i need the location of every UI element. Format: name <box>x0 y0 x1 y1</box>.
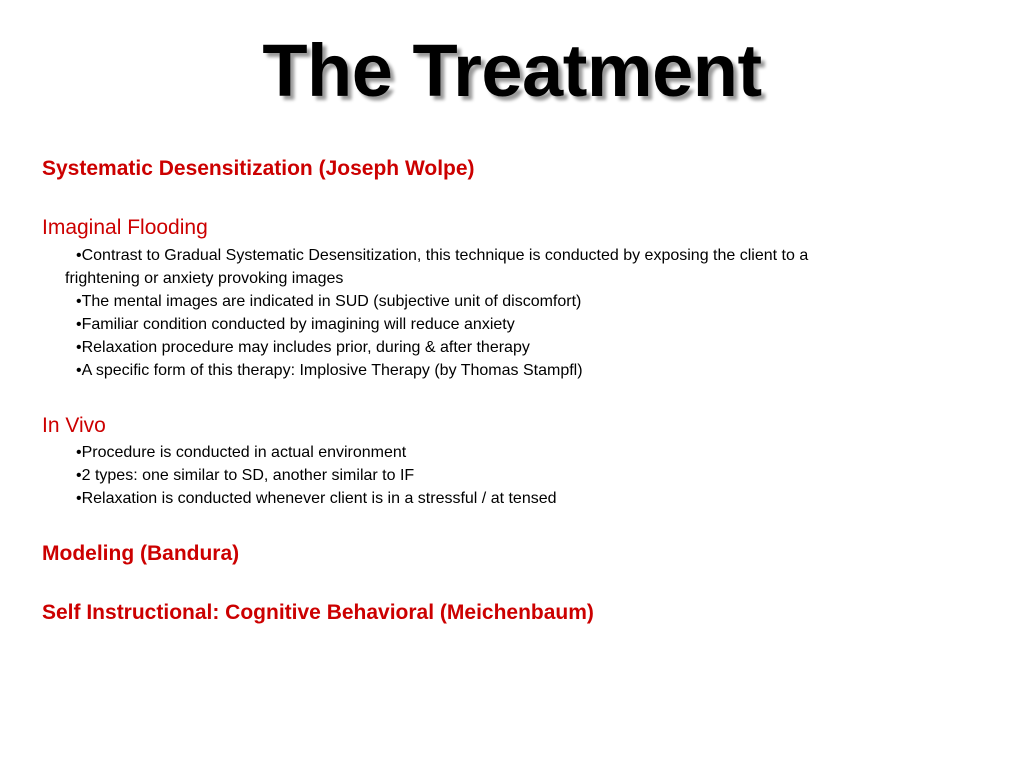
list-item <box>76 441 976 464</box>
bullet-text: •Contrast to Gradual Systematic Desensitization, this technique is conducted by exposing the client to a <box>76 247 809 264</box>
in-vivo-bullet-list <box>76 441 976 510</box>
bullet-text: •The mental images are indicated in SUD (subjective unit of discomfort) <box>76 293 582 310</box>
list-item <box>76 336 976 359</box>
bullet-text: •Procedure is conducted in actual environment <box>76 444 407 461</box>
list-item <box>76 487 976 510</box>
section-heading-self-instructional: Self Instructional: Cognitive Behavioral (Meichenbaum) <box>42 601 594 624</box>
bullet-text: •2 types: one similar to SD, another similar to IF <box>76 467 415 484</box>
section-heading-modeling: Modeling (Bandura) <box>42 542 240 565</box>
imaginal-flooding-bullet-list <box>65 244 976 382</box>
bullet-text-continuation: frightening or anxiety provoking images <box>65 270 344 287</box>
bullet-text: •Relaxation is conducted whenever client is in a stressful / at tensed <box>76 490 557 507</box>
bullet-text: •Familiar condition conducted by imagining will reduce anxiety <box>76 316 515 333</box>
section-heading-in-vivo: In Vivo <box>42 414 106 437</box>
bullet-text: •Relaxation procedure may includes prior, during & after therapy <box>76 339 530 356</box>
bullet-text: •A specific form of this therapy: Implosive Therapy (by Thomas Stampfl) <box>76 362 583 379</box>
section-heading-imaginal-flooding: Imaginal Flooding <box>42 216 208 239</box>
section-heading-systematic-desensitization: Systematic Desensitization (Joseph Wolpe) <box>42 157 475 180</box>
list-item <box>76 359 976 382</box>
slide-title: The Treatment <box>262 29 762 112</box>
list-item <box>76 313 976 336</box>
list-item <box>65 244 976 290</box>
list-item <box>76 290 976 313</box>
list-item <box>76 464 976 487</box>
